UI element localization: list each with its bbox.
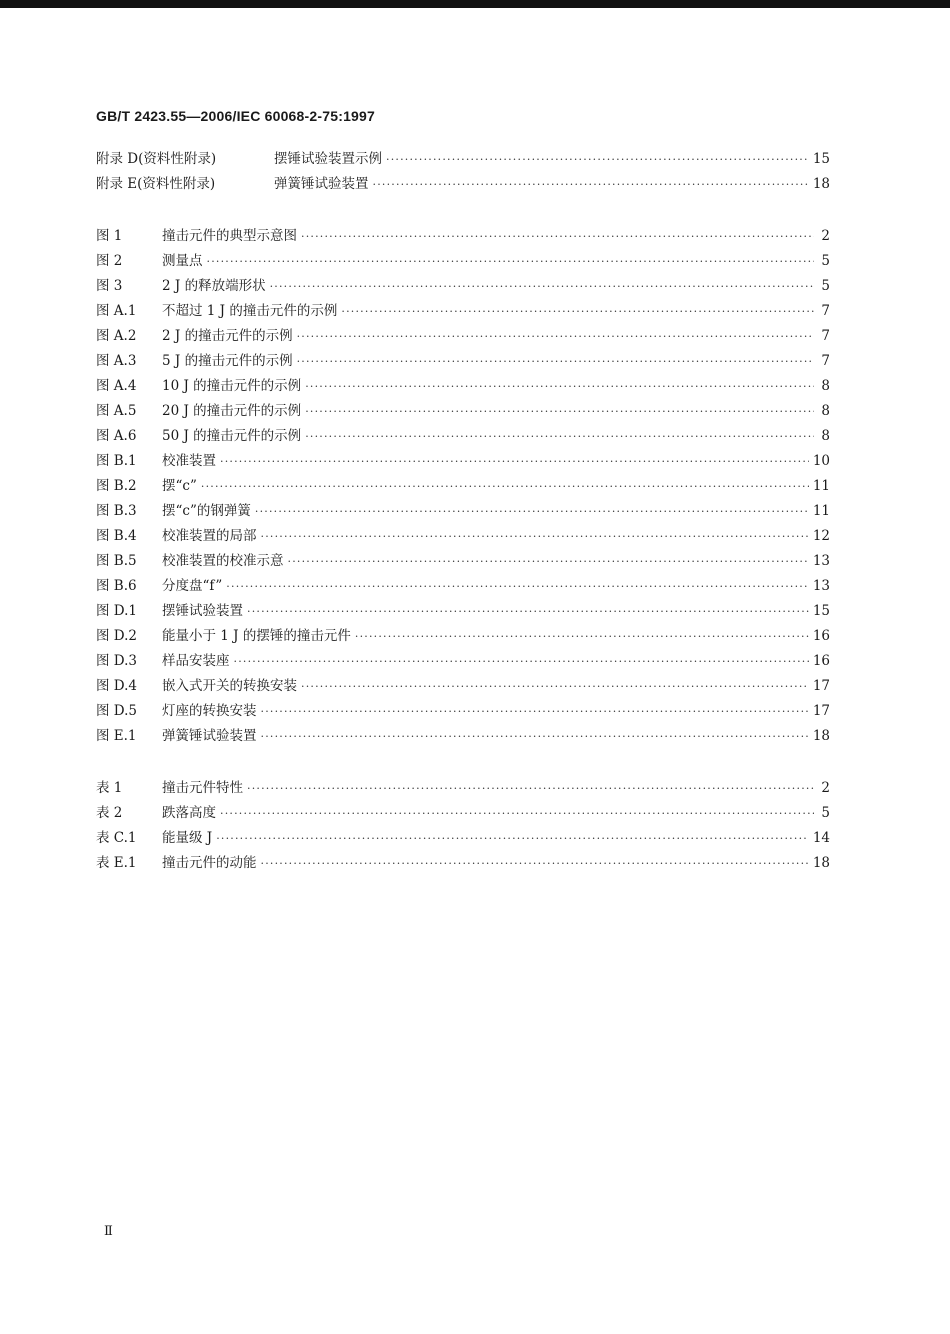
entry-page: 15 [812,151,830,167]
toc-figure-row [96,299,830,324]
dot-leader [305,405,814,418]
entry-label: 图 A.6 [96,428,137,444]
entry-title: 摆锤试验装置示例 [274,151,382,167]
toc-figure-row [96,424,830,449]
entry-title: 2 J 的释放端形状 [162,278,266,294]
annex-list [96,147,830,197]
entry-title: 5 J 的撞击元件的示例 [162,353,293,369]
entry-page: 11 [812,478,830,494]
toc-figure-row [96,649,830,674]
toc-figure-row [96,349,830,374]
dot-leader [247,605,809,618]
entry-title: 校准装置的校准示意 [162,553,284,569]
entry-label: 图 B.1 [96,453,137,469]
entry-page: 13 [812,578,830,594]
entry-label: 图 A.3 [96,353,137,369]
page-number: Ⅱ [104,1224,113,1239]
entry-label: 图 A.4 [96,378,137,394]
entry-label: 图 B.5 [96,553,137,569]
entry-page: 18 [812,176,830,192]
entry-page: 17 [812,703,830,719]
dot-leader [201,480,809,493]
dot-leader [226,580,809,593]
toc-table-row [96,776,830,801]
dot-leader [301,230,814,243]
entry-label: 图 2 [96,253,123,269]
dot-leader [386,153,809,166]
entry-title: 摆锤试验装置 [162,603,243,619]
toc-figure-row [96,599,830,624]
figure-list [96,224,830,749]
dot-leader [207,255,815,268]
dot-leader [297,355,814,368]
entry-page: 16 [812,653,830,669]
entry-label: 表 C.1 [96,830,137,846]
toc-annex-row [96,172,830,197]
entry-title: 测量点 [162,253,203,269]
dot-leader [297,330,814,343]
entry-page: 15 [812,603,830,619]
entry-label: 图 3 [96,278,123,294]
dot-leader [220,455,809,468]
entry-label: 图 B.4 [96,528,137,544]
dot-leader [261,705,809,718]
dot-leader [305,430,814,443]
toc-table-row [96,851,830,876]
entry-label: 图 E.1 [96,728,137,744]
toc-figure-row [96,399,830,424]
entry-title: 撞击元件的典型示意图 [162,228,297,244]
dot-leader [220,807,814,820]
dot-leader [305,380,814,393]
entry-page: 18 [812,855,830,871]
toc-figure-row [96,274,830,299]
entry-label: 图 D.1 [96,603,138,619]
entry-page: 13 [812,553,830,569]
entry-page: 2 [821,228,830,244]
dot-leader [288,555,809,568]
toc-figure-row [96,674,830,699]
entry-label: 附录 E(资料性附录) [96,176,216,192]
entry-title: 分度盘“f” [162,578,223,594]
dot-leader [234,655,809,668]
entry-page: 11 [812,503,830,519]
dot-leader [270,280,814,293]
entry-title: 能量级 J [162,830,213,846]
toc-figure-row [96,324,830,349]
table-list [96,776,830,876]
entry-page: 17 [812,678,830,694]
entry-title: 撞击元件的动能 [162,855,257,871]
entry-label: 图 D.5 [96,703,138,719]
dot-leader [373,178,809,191]
entry-title: 10 J 的撞击元件的示例 [162,378,302,394]
toc-figure-row [96,224,830,249]
entry-title: 50 J 的撞击元件的示例 [162,428,302,444]
dot-leader [261,730,809,743]
entry-label: 图 A.1 [96,303,137,319]
toc-figure-row [96,524,830,549]
dot-leader [261,530,809,543]
dot-leader [247,782,814,795]
table-of-contents [96,147,830,876]
toc-annex-row [96,147,830,172]
entry-label: 附录 D(资料性附录) [96,151,217,167]
entry-page: 5 [821,253,830,269]
toc-table-row [96,826,830,851]
entry-title: 撞击元件特性 [162,780,243,796]
entry-title: 2 J 的撞击元件的示例 [162,328,293,344]
entry-title: 摆“c” [162,478,197,494]
entry-page: 8 [821,403,830,419]
entry-label: 图 D.4 [96,678,138,694]
entry-label: 图 B.3 [96,503,137,519]
entry-label: 图 1 [96,228,123,244]
entry-page: 14 [812,830,830,846]
entry-title: 跌落高度 [162,805,216,821]
toc-figure-row [96,624,830,649]
toc-figure-row [96,574,830,599]
entry-page: 2 [821,780,830,796]
toc-figure-row [96,249,830,274]
entry-label: 表 E.1 [96,855,137,871]
entry-label: 图 A.2 [96,328,137,344]
entry-label: 图 D.2 [96,628,138,644]
entry-page: 7 [821,328,830,344]
entry-page: 8 [821,378,830,394]
dot-leader [341,305,814,318]
entry-page: 8 [821,428,830,444]
toc-figure-row [96,549,830,574]
entry-title: 弹簧锤试验装置 [162,728,257,744]
toc-figure-row [96,474,830,499]
entry-page: 7 [821,303,830,319]
entry-title: 弹簧锤试验装置 [274,176,369,192]
dot-leader [355,630,809,643]
entry-title: 嵌入式开关的转换安装 [162,678,297,694]
entry-label: 表 1 [96,780,123,796]
standard-header: GB/T 2423.55—2006/IEC 60068-2-75:1997 [96,108,376,124]
entry-page: 16 [812,628,830,644]
entry-label: 图 A.5 [96,403,137,419]
entry-title: 20 J 的撞击元件的示例 [162,403,302,419]
entry-title: 能量小于 1 J 的摆锤的撞击元件 [162,628,351,644]
entry-label: 表 2 [96,805,123,821]
toc-figure-row [96,499,830,524]
top-border [0,0,950,8]
entry-page: 5 [821,278,830,294]
dot-leader [301,680,809,693]
toc-figure-row [96,449,830,474]
entry-page: 7 [821,353,830,369]
entry-title: 校准装置的局部 [162,528,257,544]
entry-title: 摆“c”的钢弹簧 [162,503,251,519]
toc-table-row [96,801,830,826]
toc-figure-row [96,699,830,724]
entry-page: 10 [812,453,830,469]
entry-page: 5 [821,805,830,821]
dot-leader [261,857,809,870]
dot-leader [255,505,809,518]
entry-label: 图 D.3 [96,653,138,669]
entry-title: 样品安装座 [162,653,230,669]
toc-figure-row [96,724,830,749]
entry-title: 校准装置 [162,453,216,469]
entry-page: 18 [812,728,830,744]
dot-leader [216,832,809,845]
entry-page: 12 [812,528,830,544]
entry-label: 图 B.6 [96,578,137,594]
entry-title: 灯座的转换安装 [162,703,257,719]
entry-title: 不超过 1 J 的撞击元件的示例 [162,303,338,319]
toc-figure-row [96,374,830,399]
entry-label: 图 B.2 [96,478,137,494]
